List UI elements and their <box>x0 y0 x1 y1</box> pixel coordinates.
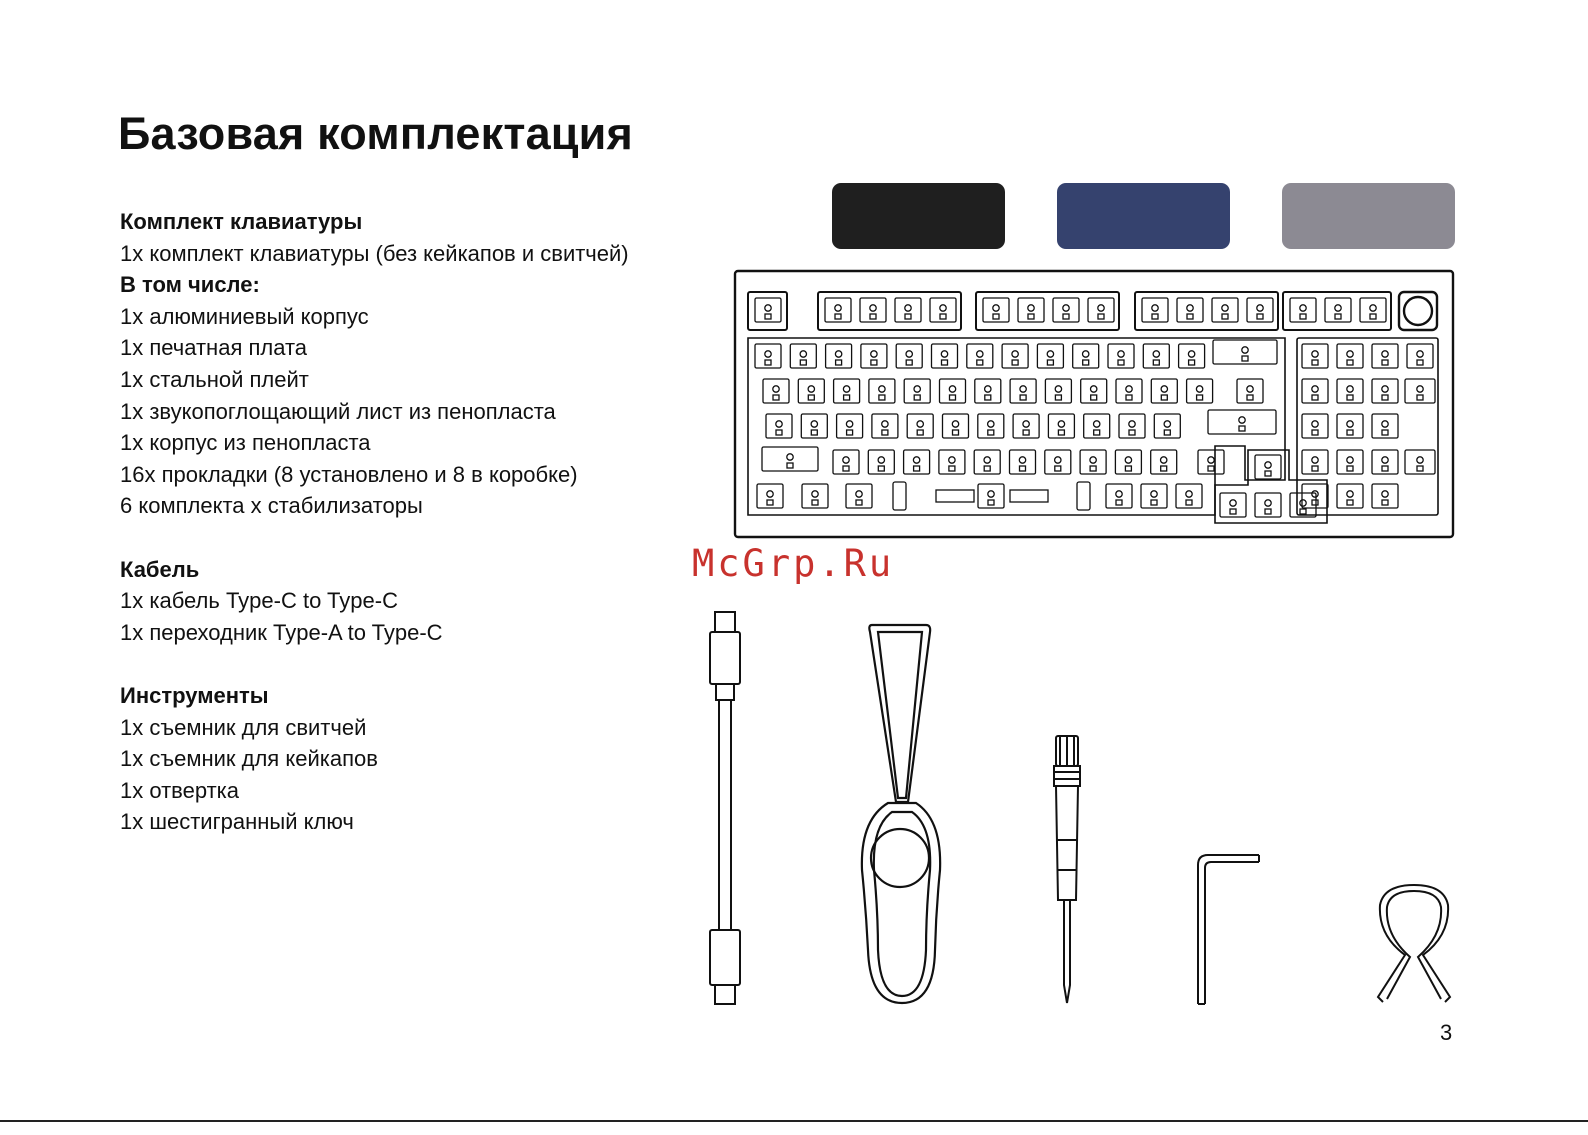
list-item: 1x кабель Type-C to Type-C <box>120 588 398 614</box>
list-item: 1x переходник Type-A to Type-C <box>120 619 443 645</box>
list-item: 1x шестигранный ключ <box>120 809 354 835</box>
page-title: Базовая комплектация <box>118 108 633 159</box>
list-item: 16x прокладки (8 установлено и 8 в коробке) <box>120 461 578 487</box>
list-item: 6 комплекта x стабилизаторы <box>120 493 423 519</box>
keyboard-plate-icon <box>735 271 1453 537</box>
hex-key-icon <box>1198 855 1259 1004</box>
section-heading-tools: Инструменты <box>120 682 269 708</box>
list-item: 1x съемник для свитчей <box>120 714 367 740</box>
screwdriver-icon <box>1054 736 1080 1003</box>
switch-puller-icon <box>862 625 940 1003</box>
list-item: 1x комплект клавиатуры (без кейкапов и свитчей) <box>120 240 629 266</box>
subheading-included: В том числе: <box>120 272 260 298</box>
watermark: McGrp.Ru <box>692 542 895 585</box>
list-item: 1x алюминиевый корпус <box>120 303 369 329</box>
list-item: 1x звукопоглощающий лист из пенопласта <box>120 398 556 424</box>
usb-cable-icon <box>710 612 740 1004</box>
section-heading-cable: Кабель <box>120 556 200 582</box>
list-item: 1x печатная плата <box>120 335 308 361</box>
keycap-puller-icon <box>1378 885 1450 1002</box>
list-item: 1x съемник для кейкапов <box>120 746 378 772</box>
list-item: 1x отвертка <box>120 777 240 803</box>
list-item: 1x корпус из пенопласта <box>120 430 371 456</box>
footer-rule <box>0 1120 1588 1122</box>
section-heading-keyboard: Комплект клавиатуры <box>120 209 363 234</box>
page-number: 3 <box>1440 1020 1453 1045</box>
list-item: 1x стальной плейт <box>120 366 309 392</box>
